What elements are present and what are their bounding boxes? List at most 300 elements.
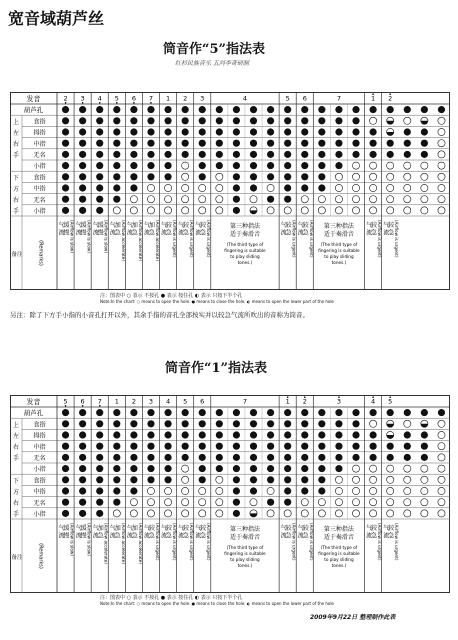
- hole-open: [421, 465, 428, 472]
- hole-open: [284, 510, 291, 517]
- chart1-credit: 红杉民族音乐 五河李奇研制: [175, 60, 249, 67]
- note-header: 7: [336, 94, 342, 103]
- hole-closed: [62, 128, 69, 135]
- remarks-text: 流: [75, 229, 82, 237]
- remarks-text: 缓: [80, 525, 87, 532]
- hole-closed: [301, 409, 308, 416]
- hole-open: [421, 499, 428, 506]
- group-label-lower: 手: [12, 511, 20, 519]
- hole-closed: [267, 499, 274, 506]
- remarks-text: 急: [183, 229, 190, 237]
- remarks-text: 缓: [63, 525, 70, 532]
- hole-closed: [96, 196, 103, 203]
- hole-closed: [79, 443, 86, 450]
- remarks-text-en: (Airflow is urgent): [308, 523, 314, 561]
- hole-closed: [233, 151, 240, 158]
- remarks-text: 流: [126, 229, 133, 237]
- hole-closed: [267, 454, 274, 461]
- hole-open: [404, 476, 411, 483]
- group-label-upper: 手: [12, 455, 20, 463]
- hole-closed: [164, 431, 171, 438]
- hole-closed: [216, 465, 223, 472]
- note-header: 6: [80, 397, 85, 406]
- hole-open: [164, 499, 171, 506]
- hole-closed: [199, 106, 206, 113]
- remarks-text: 急: [302, 532, 309, 540]
- hole-open: [370, 196, 377, 203]
- hole-closed: [96, 184, 103, 191]
- hole-open: [438, 151, 445, 158]
- hole-open: [370, 207, 377, 214]
- hole-closed: [130, 465, 137, 472]
- remarks-text: 急: [200, 532, 207, 540]
- hole-open: [182, 196, 189, 203]
- remarks-text: 气: [58, 222, 65, 229]
- hole-closed: [250, 431, 257, 438]
- row-label-lower-finger: 食指: [33, 477, 46, 485]
- remarks-cell: [383, 523, 399, 561]
- remarks-text-en: (Airflow accelerate): [103, 523, 109, 564]
- remarks-text-en: (The third type of: [320, 242, 358, 247]
- hole-open: [182, 184, 189, 191]
- remarks-text: 气: [297, 525, 304, 532]
- hole-closed: [387, 106, 394, 113]
- hole-open: [267, 207, 274, 214]
- remarks-text: 加: [131, 525, 138, 532]
- hole-closed: [335, 465, 342, 472]
- hole-open: [404, 184, 411, 191]
- hole-open: [370, 117, 377, 124]
- remarks-text: 急: [371, 532, 378, 540]
- remarks-text-en: (Airflow is urgent): [377, 220, 383, 258]
- hole-closed: [130, 487, 137, 494]
- hole-closed: [199, 443, 206, 450]
- hole-open: [199, 196, 206, 203]
- remarks-text-en: to play sliding: [230, 557, 260, 562]
- hole-open: [438, 465, 445, 472]
- remarks-text: 急: [148, 532, 155, 540]
- hole-closed: [182, 454, 189, 461]
- hole-open: [438, 487, 445, 494]
- hole-open: [404, 465, 411, 472]
- hole-closed: [352, 117, 359, 124]
- hole-closed: [352, 443, 359, 450]
- remarks-text-en: to play sliding: [230, 254, 260, 259]
- hole-closed: [130, 117, 137, 124]
- hole-closed: [335, 106, 342, 113]
- hole-closed: [250, 162, 257, 169]
- hole-closed: [79, 117, 86, 124]
- hole-closed: [113, 196, 120, 203]
- hole-closed: [301, 162, 308, 169]
- hole-closed: [284, 162, 291, 169]
- remarks-text: 较: [302, 222, 309, 229]
- hole-closed: [404, 151, 411, 158]
- row-label-bass-hole: 葫芦孔: [23, 409, 44, 418]
- remarks-text: 急: [200, 229, 207, 237]
- hole-open: [250, 499, 257, 506]
- hole-closed: [164, 443, 171, 450]
- hole-closed: [164, 106, 171, 113]
- remarks-text: 气: [195, 222, 202, 229]
- hole-closed: [96, 510, 103, 517]
- hole-closed: [79, 207, 86, 214]
- remarks-cell: [161, 523, 177, 561]
- remarks-cell: [178, 220, 194, 258]
- octave-dot-below: [133, 102, 135, 104]
- remarks-text: 流: [178, 532, 185, 540]
- remarks-text: 气: [126, 222, 133, 229]
- remarks-text: 第三种指法: [323, 526, 354, 533]
- remarks-cell: [224, 222, 266, 265]
- remarks-text-en: (Airflow is urgent): [308, 220, 314, 258]
- remarks-cell: [93, 523, 109, 564]
- remarks-text: 较: [285, 525, 292, 532]
- hole-closed: [96, 409, 103, 416]
- hole-open: [164, 196, 171, 203]
- hole-open: [438, 173, 445, 180]
- hole-open: [318, 196, 325, 203]
- hole-closed: [250, 409, 257, 416]
- remarks-text: 气: [161, 525, 168, 532]
- hole-closed: [233, 499, 240, 506]
- remarks-cell: [110, 220, 126, 261]
- hole-closed: [267, 106, 274, 113]
- remarks-text: 气: [366, 525, 373, 532]
- octave-dot-below: [99, 102, 101, 104]
- hole-closed: [404, 140, 411, 147]
- hole-open: [404, 487, 411, 494]
- remarks-text: 气: [75, 222, 82, 229]
- hole-open: [335, 196, 342, 203]
- header-pitch-label: 发音: [26, 95, 41, 103]
- hole-open: [438, 196, 445, 203]
- hole-closed: [370, 443, 377, 450]
- hole-half: [421, 420, 428, 427]
- remarks-label-cn: 备注: [11, 252, 23, 258]
- hole-open: [182, 465, 189, 472]
- note-header: 7: [97, 397, 102, 406]
- group-label-lower: 方: [12, 186, 20, 194]
- hole-closed: [216, 151, 223, 158]
- remarks-text: 缓: [80, 222, 87, 229]
- hole-closed: [421, 409, 428, 416]
- hole-open: [438, 128, 445, 135]
- hole-closed: [96, 465, 103, 472]
- hole-closed: [79, 409, 86, 416]
- remarks-cell: [366, 220, 382, 258]
- hole-open: [130, 510, 137, 517]
- remarks-text-en: tones.): [237, 563, 253, 568]
- note-header: 4: [97, 94, 102, 103]
- hole-closed: [370, 431, 377, 438]
- hole-closed: [182, 443, 189, 450]
- hole-closed: [62, 443, 69, 450]
- row-label-lower-finger: 中指: [33, 488, 46, 496]
- remarks-text: 较: [148, 525, 155, 532]
- hole-closed: [216, 140, 223, 147]
- hole-half: [387, 128, 394, 135]
- octave-dot-above: [338, 396, 340, 398]
- remarks-text: 流: [161, 229, 168, 237]
- hole-closed: [284, 106, 291, 113]
- hole-closed: [199, 117, 206, 124]
- row-label-lower-finger: 无名: [33, 499, 46, 507]
- hole-closed: [250, 465, 257, 472]
- hole-closed: [318, 117, 325, 124]
- hole-closed: [62, 409, 69, 416]
- remarks-text-en: (The third type of: [226, 545, 264, 550]
- hole-closed: [233, 140, 240, 147]
- group-label-lower: 手: [12, 208, 20, 216]
- hole-open: [130, 196, 137, 203]
- hole-closed: [284, 431, 291, 438]
- hole-closed: [301, 431, 308, 438]
- hole-open: [352, 465, 359, 472]
- hole-closed: [284, 196, 291, 203]
- hole-closed: [284, 117, 291, 124]
- hole-open: [147, 207, 154, 214]
- hole-closed: [130, 476, 137, 483]
- note-header: 7: [242, 397, 248, 406]
- hole-closed: [113, 151, 120, 158]
- header-pitch-label: 发音: [26, 398, 41, 406]
- remarks-text-en: (The third type of: [226, 242, 264, 247]
- hole-open: [421, 173, 428, 180]
- row-label-upper-finger: 中指: [33, 140, 46, 148]
- hole-closed: [250, 184, 257, 191]
- hole-closed: [182, 151, 189, 158]
- hole-open: [387, 184, 394, 191]
- hole-closed: [182, 117, 189, 124]
- hole-closed: [96, 151, 103, 158]
- remarks-cell: [144, 523, 160, 561]
- hole-closed: [147, 443, 154, 450]
- hole-closed: [113, 476, 120, 483]
- hole-closed: [335, 151, 342, 158]
- hole-closed: [387, 409, 394, 416]
- hole-open: [438, 510, 445, 517]
- hole-closed: [62, 431, 69, 438]
- hole-closed: [301, 117, 308, 124]
- hole-closed: [62, 173, 69, 180]
- hole-closed: [267, 476, 274, 483]
- hole-closed: [284, 499, 291, 506]
- hole-closed: [387, 151, 394, 158]
- remarks-text-en: (Airflow is urgent): [291, 220, 297, 258]
- hole-closed: [147, 431, 154, 438]
- hole-open: [182, 487, 189, 494]
- hole-closed: [335, 409, 342, 416]
- hole-closed: [301, 151, 308, 158]
- hole-closed: [96, 499, 103, 506]
- hole-closed: [404, 128, 411, 135]
- hole-open: [182, 476, 189, 483]
- remarks-text-en: (Airflow is urgent): [394, 523, 400, 561]
- hole-closed: [233, 196, 240, 203]
- hole-closed: [318, 431, 325, 438]
- hole-open: [164, 510, 171, 517]
- remarks-text: 流: [280, 532, 287, 540]
- hole-closed: [233, 476, 240, 483]
- remarks-text: 流: [92, 229, 99, 237]
- separator-note: 另注：除了下方手小指的小音孔打开以外，其余手指的音孔全部按实并以较急气流所吹出的音称为筒音。: [10, 311, 309, 319]
- hole-closed: [284, 151, 291, 158]
- hole-closed: [233, 443, 240, 450]
- hole-closed: [130, 140, 137, 147]
- hole-closed: [267, 196, 274, 203]
- hole-closed: [250, 420, 257, 427]
- remarks-text-en: tones.): [331, 260, 347, 265]
- row-label-upper-finger: 无名: [33, 455, 46, 462]
- hole-closed: [301, 128, 308, 135]
- hole-closed: [62, 196, 69, 203]
- remarks-text: 加: [114, 525, 121, 532]
- hole-open: [267, 510, 274, 517]
- row-label-upper-finger: 无名: [33, 152, 46, 159]
- remarks-label-cn: 备注: [11, 555, 23, 561]
- hole-closed: [182, 128, 189, 135]
- hole-closed: [79, 487, 86, 494]
- hole-open: [199, 499, 206, 506]
- hole-open: [370, 173, 377, 180]
- hole-closed: [387, 140, 394, 147]
- hole-half: [250, 207, 257, 214]
- page-title: 宽音域葫芦丝: [8, 9, 105, 28]
- hole-closed: [421, 454, 428, 461]
- hole-closed: [164, 140, 171, 147]
- hole-closed: [96, 487, 103, 494]
- note-header: 6: [131, 94, 136, 103]
- hole-closed: [284, 128, 291, 135]
- row-label-upper-finger: 中指: [33, 443, 46, 451]
- hole-closed: [335, 128, 342, 135]
- table-border: [11, 93, 450, 290]
- hole-closed: [164, 173, 171, 180]
- remarks-text-en: (Airflow accelerate): [120, 523, 126, 564]
- remarks-text-en: (The third type of: [320, 545, 358, 550]
- hole-closed: [216, 431, 223, 438]
- remarks-cell: [76, 220, 92, 253]
- hole-closed: [284, 184, 291, 191]
- hole-half: [250, 510, 257, 517]
- octave-dot-below: [150, 102, 152, 104]
- hole-closed: [233, 117, 240, 124]
- remarks-text: 慢: [80, 229, 87, 237]
- hole-closed: [62, 476, 69, 483]
- hole-open: [370, 476, 377, 483]
- remarks-text-en: (Airflow is urgent): [189, 523, 195, 561]
- hole-open: [352, 510, 359, 517]
- hole-closed: [164, 128, 171, 135]
- hole-closed: [130, 431, 137, 438]
- remarks-text: 较: [200, 525, 207, 532]
- hole-closed: [62, 151, 69, 158]
- note-header: 2: [388, 94, 393, 103]
- hole-closed: [318, 162, 325, 169]
- note-header: 2: [183, 94, 188, 103]
- table-border: [11, 396, 450, 593]
- hole-closed: [250, 117, 257, 124]
- remarks-text: 气: [280, 222, 287, 229]
- remarks-text-en: (Airflow is slow): [69, 523, 75, 556]
- hole-open: [199, 510, 206, 517]
- hole-closed: [113, 106, 120, 113]
- hole-closed: [79, 140, 86, 147]
- remarks-text-en: (Airflow is slow): [69, 220, 75, 253]
- hole-closed: [301, 173, 308, 180]
- hole-closed: [147, 106, 154, 113]
- remarks-cell: [298, 220, 314, 258]
- hole-closed: [404, 409, 411, 416]
- hole-closed: [62, 420, 69, 427]
- hole-closed: [96, 128, 103, 135]
- note-header: 1: [114, 397, 119, 406]
- remarks-text: 气: [92, 525, 99, 532]
- fingering-table-1: [10, 92, 450, 290]
- hole-closed: [335, 140, 342, 147]
- hole-open: [301, 207, 308, 214]
- remarks-text: 加: [114, 222, 121, 229]
- octave-dot-below: [65, 102, 67, 104]
- note-header: 4: [242, 94, 248, 103]
- hole-closed: [250, 106, 257, 113]
- hole-closed: [250, 443, 257, 450]
- hole-open: [335, 207, 342, 214]
- hole-open: [182, 207, 189, 214]
- hole-closed: [404, 106, 411, 113]
- hole-open: [335, 510, 342, 517]
- group-label-upper: 手: [12, 152, 20, 160]
- hole-open: [352, 162, 359, 169]
- remarks-label-en: (Remarks): [37, 543, 44, 569]
- hole-open: [438, 162, 445, 169]
- remarks-text: 慢: [63, 229, 70, 237]
- remarks-text: 慢: [63, 532, 70, 540]
- hole-open: [387, 173, 394, 180]
- note-header: 2: [63, 94, 68, 103]
- remarks-text-en: to play sliding: [324, 557, 354, 562]
- remarks-text: 气: [195, 525, 202, 532]
- hole-closed: [318, 173, 325, 180]
- hole-closed: [267, 443, 274, 450]
- group-label-lower: 右: [12, 500, 20, 508]
- hole-closed: [352, 106, 359, 113]
- hole-closed: [267, 151, 274, 158]
- hole-half: [387, 420, 394, 427]
- hole-closed: [147, 409, 154, 416]
- hole-open: [387, 162, 394, 169]
- remarks-text: 急: [114, 532, 121, 540]
- date-note: 2009年9月22日 整理制作此表: [310, 614, 396, 621]
- remarks-cell: [59, 220, 75, 253]
- hole-closed: [284, 420, 291, 427]
- hole-closed: [216, 117, 223, 124]
- remarks-text: 流: [297, 229, 304, 237]
- note-header: 2: [302, 397, 307, 406]
- hole-closed: [182, 106, 189, 113]
- hole-open: [421, 487, 428, 494]
- hole-open: [199, 487, 206, 494]
- remarks-cell: [144, 220, 160, 261]
- hole-closed: [199, 162, 206, 169]
- hole-closed: [352, 431, 359, 438]
- hole-open: [352, 196, 359, 203]
- octave-dot-above: [389, 396, 391, 398]
- hole-half: [387, 431, 394, 438]
- hole-open: [147, 196, 154, 203]
- hole-closed: [113, 499, 120, 506]
